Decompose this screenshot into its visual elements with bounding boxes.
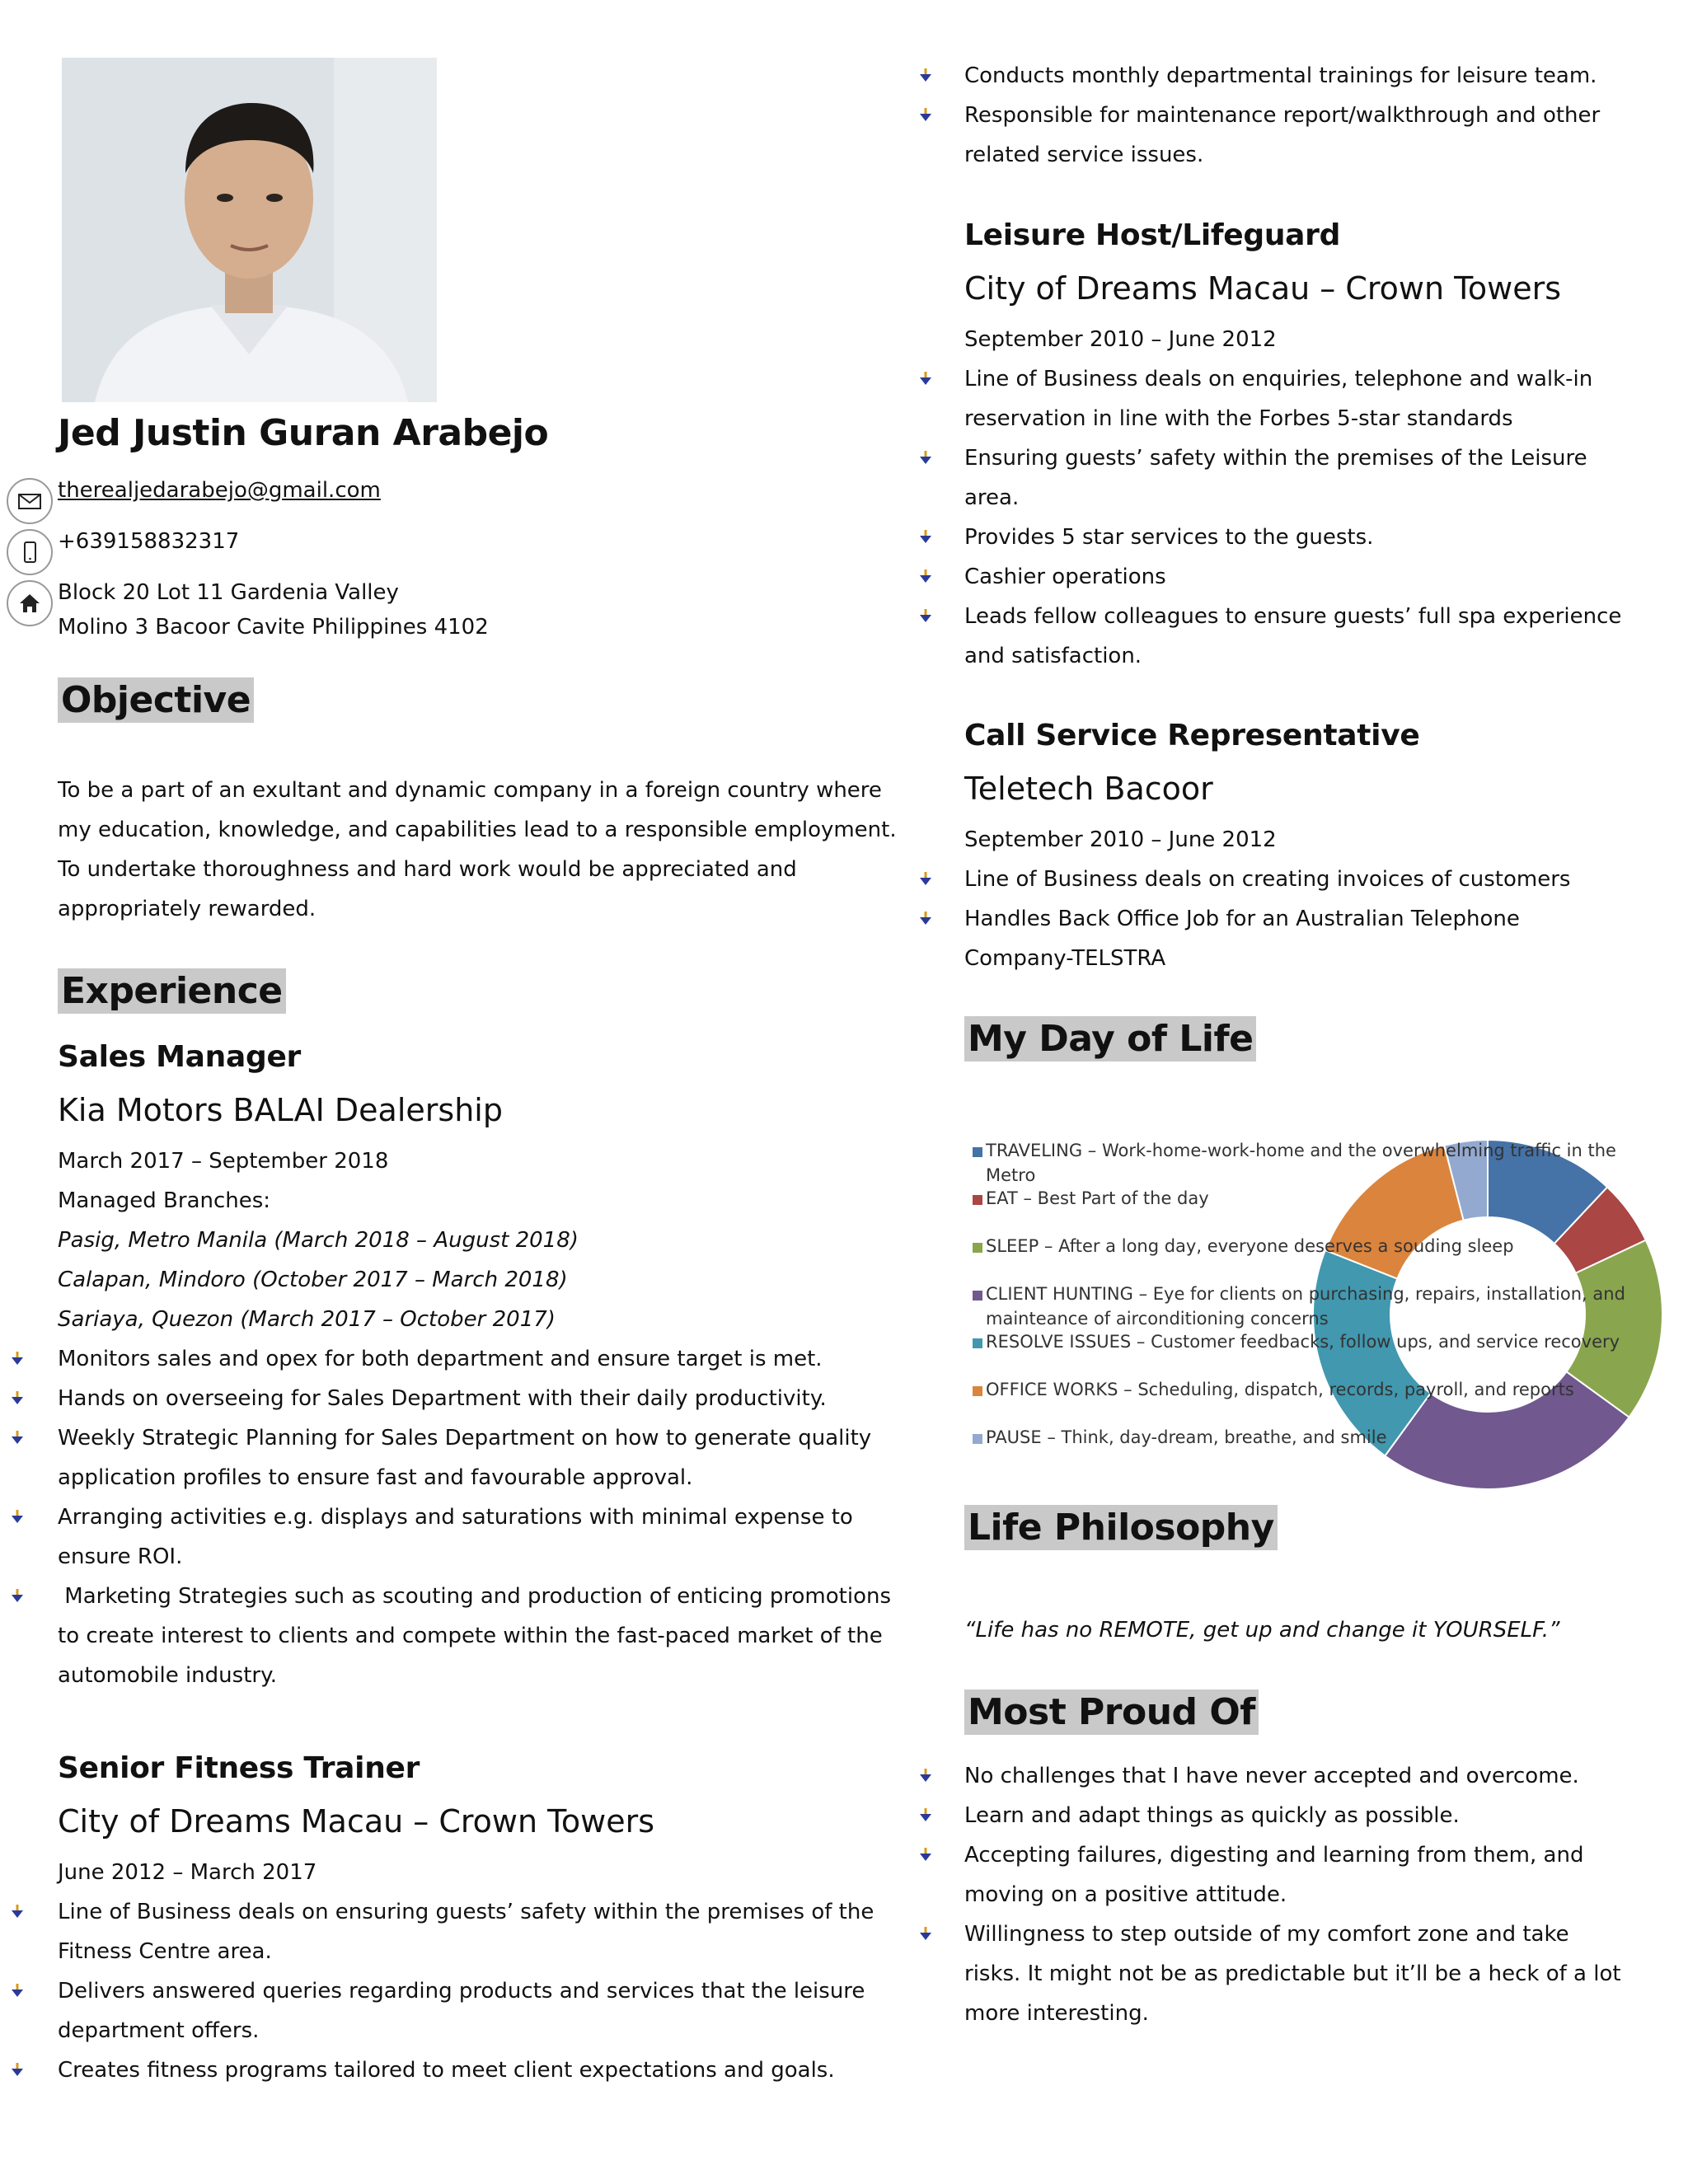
email-icon xyxy=(7,478,53,524)
arrow-bullet-icon xyxy=(917,369,935,387)
sales-bullet-cont: application profiles to ensure fast and favourable approval. xyxy=(58,1465,693,1490)
legend-label: Metro xyxy=(986,1165,1036,1185)
leisure-bullet: Provides 5 star services to the guests. xyxy=(964,525,1374,550)
call-bullet: Line of Business deals on creating invoices of customers xyxy=(964,867,1571,892)
legend-label: CLIENT HUNTING – Eye for clients on purchasing, repairs, installation, and xyxy=(986,1284,1625,1304)
arrow-bullet-icon xyxy=(917,1766,935,1784)
objective-heading: Objective xyxy=(58,677,254,723)
proud-bullet: Accepting failures, digesting and learning from them, and xyxy=(964,1843,1584,1868)
arrow-bullet-icon xyxy=(8,1389,26,1407)
arrow-bullet-icon xyxy=(8,1981,26,1999)
call-bullet: Handles Back Office Job for an Australian Telephone xyxy=(964,907,1520,931)
job-title-fitness-trainer: Senior Fitness Trainer xyxy=(58,1751,420,1785)
leisure-bullet: Ensuring guests’ safety within the premises of the Leisure xyxy=(964,446,1587,471)
full-name: Jed Justin Guran Arabejo xyxy=(58,412,549,454)
experience-heading: Experience xyxy=(58,968,286,1014)
legend-swatch xyxy=(973,1386,982,1396)
job-dates: September 2010 – June 2012 xyxy=(964,827,1277,852)
fitness-bullet-cont: department offers. xyxy=(58,2018,260,2043)
address-line-2: Molino 3 Bacoor Cavite Philippines 4102 xyxy=(58,615,489,640)
company-city-of-dreams: City of Dreams Macau – Crown Towers xyxy=(964,270,1562,307)
arrow-bullet-icon xyxy=(917,448,935,466)
job-dates: June 2012 – March 2017 xyxy=(58,1860,317,1885)
job-dates: March 2017 – September 2018 xyxy=(58,1149,389,1174)
life-philosophy-heading: Life Philosophy xyxy=(964,1505,1278,1550)
arrow-bullet-icon xyxy=(917,567,935,585)
sales-bullet-cont: ensure ROI. xyxy=(58,1544,183,1569)
job-title-sales-manager: Sales Manager xyxy=(58,1040,302,1074)
legend-swatch xyxy=(973,1147,982,1157)
legend-label: mainteance of airconditioning concerns xyxy=(986,1309,1329,1329)
leisure-bullet-cont: and satisfaction. xyxy=(964,644,1142,668)
job-title-leisure-host: Leisure Host/Lifeguard xyxy=(964,218,1341,252)
proud-bullet-cont: risks. It might not be as predictable but it’ll be a heck of a lot xyxy=(964,1961,1621,1986)
email-link[interactable]: therealjedarabejo@gmail.com xyxy=(58,478,381,503)
fitness-bullet: Creates fitness programs tailored to meet client expectations and goals. xyxy=(58,2058,835,2083)
day-of-life-chart xyxy=(964,1137,1665,1500)
arrow-bullet-icon xyxy=(8,1902,26,1920)
job-title-call-service: Call Service Representative xyxy=(964,719,1420,752)
proud-bullet: No challenges that I have never accepted and overcome. xyxy=(964,1764,1579,1788)
legend-label: SLEEP – After a long day, everyone deserves a souding sleep xyxy=(986,1236,1514,1256)
branch-item: Calapan, Mindoro (October 2017 – March 2018) xyxy=(58,1268,568,1292)
leisure-bullet-cont: area. xyxy=(964,485,1020,510)
most-proud-heading: Most Proud Of xyxy=(964,1690,1259,1735)
arrow-bullet-icon xyxy=(917,607,935,625)
proud-bullet: Learn and adapt things as quickly as possible. xyxy=(964,1803,1460,1828)
address-line-1: Block 20 Lot 11 Gardenia Valley xyxy=(58,580,399,605)
arrow-bullet-icon xyxy=(8,1507,26,1526)
legend-label: TRAVELING – Work-home-work-home and the overwhelming traffic in the xyxy=(986,1141,1616,1160)
fitness-bullet: Delivers answered queries regarding products and services that the leisure xyxy=(58,1979,865,2004)
legend-label: EAT – Best Part of the day xyxy=(986,1188,1209,1208)
leisure-bullet-cont: reservation in line with the Forbes 5-star standards xyxy=(964,406,1513,431)
arrow-bullet-icon xyxy=(917,1924,935,1943)
legend-swatch xyxy=(973,1195,982,1205)
fitness-bullet: Conducts monthly departmental trainings for leisure team. xyxy=(964,63,1597,88)
arrow-bullet-icon xyxy=(917,1845,935,1863)
sales-bullet: Marketing Strategies such as scouting and production of enticing promotions xyxy=(58,1584,892,1609)
sales-bullet: Hands on overseeing for Sales Department with their daily productivity. xyxy=(58,1386,827,1411)
day-of-life-heading: My Day of Life xyxy=(964,1016,1256,1062)
objective-line: To be a part of an exultant and dynamic company in a foreign country where xyxy=(58,778,882,803)
branch-item: Sariaya, Quezon (March 2017 – October 2017) xyxy=(58,1307,556,1332)
company-city-of-dreams: City of Dreams Macau – Crown Towers xyxy=(58,1803,655,1840)
company-kia: Kia Motors BALAI Dealership xyxy=(58,1092,503,1128)
legend-swatch xyxy=(973,1338,982,1348)
philosophy-quote: “Life has no REMOTE, get up and change it YOURSELF.” xyxy=(964,1618,1560,1643)
sales-bullet-cont: to create interest to clients and compete within the fast-paced market of the xyxy=(58,1624,883,1648)
objective-line: my education, knowledge, and capabilities lead to a responsible employment. xyxy=(58,818,897,842)
legend-swatch xyxy=(973,1434,982,1444)
phone-icon xyxy=(7,529,53,575)
sales-bullet: Weekly Strategic Planning for Sales Department on how to generate quality xyxy=(58,1426,872,1451)
profile-photo xyxy=(62,58,437,402)
objective-line: appropriately rewarded. xyxy=(58,897,316,921)
call-bullet-cont: Company-TELSTRA xyxy=(964,946,1166,971)
arrow-bullet-icon xyxy=(917,105,935,124)
company-teletech: Teletech Bacoor xyxy=(964,771,1213,807)
arrow-bullet-icon xyxy=(917,909,935,927)
legend-swatch xyxy=(973,1291,982,1301)
legend-swatch xyxy=(973,1243,982,1253)
objective-line: To undertake thoroughness and hard work would be appreciated and xyxy=(58,857,797,882)
branches-label: Managed Branches: xyxy=(58,1188,271,1213)
arrow-bullet-icon xyxy=(917,66,935,84)
arrow-bullet-icon xyxy=(917,869,935,888)
leisure-bullet: Leads fellow colleagues to ensure guests’ full spa experience xyxy=(964,604,1622,629)
sales-bullet-cont: automobile industry. xyxy=(58,1663,278,1688)
arrow-bullet-icon xyxy=(917,1806,935,1824)
leisure-bullet: Cashier operations xyxy=(964,565,1166,589)
arrow-bullet-icon xyxy=(8,1428,26,1446)
arrow-bullet-icon xyxy=(8,2060,26,2079)
job-dates: September 2010 – June 2012 xyxy=(964,327,1277,352)
arrow-bullet-icon xyxy=(8,1349,26,1367)
leisure-bullet: Line of Business deals on enquiries, telephone and walk-in xyxy=(964,367,1593,391)
arrow-bullet-icon xyxy=(8,1586,26,1605)
home-icon xyxy=(7,580,53,626)
phone-number: +639158832317 xyxy=(58,529,240,554)
proud-bullet: Willingness to step outside of my comfort zone and take xyxy=(964,1922,1569,1947)
arrow-bullet-icon xyxy=(917,527,935,546)
branch-item: Pasig, Metro Manila (March 2018 – August 2018) xyxy=(58,1228,579,1253)
fitness-bullet: Line of Business deals on ensuring guests’ safety within the premises of the xyxy=(58,1900,874,1924)
fitness-bullet-cont: related service issues. xyxy=(964,143,1204,167)
legend-label: RESOLVE ISSUES – Customer feedbacks, follow ups, and service recovery xyxy=(986,1332,1620,1352)
sales-bullet: Monitors sales and opex for both department and ensure target is met. xyxy=(58,1347,823,1371)
fitness-bullet-cont: Fitness Centre area. xyxy=(58,1939,272,1964)
fitness-bullet: Responsible for maintenance report/walkthrough and other xyxy=(964,103,1601,128)
proud-bullet-cont: more interesting. xyxy=(964,2001,1149,2026)
legend-label: OFFICE WORKS – Scheduling, dispatch, records, payroll, and reports xyxy=(986,1380,1574,1399)
proud-bullet-cont: moving on a positive attitude. xyxy=(964,1882,1287,1907)
legend-label: PAUSE – Think, day-dream, breathe, and smile xyxy=(986,1427,1387,1447)
sales-bullet: Arranging activities e.g. displays and saturations with minimal expense to xyxy=(58,1505,853,1530)
